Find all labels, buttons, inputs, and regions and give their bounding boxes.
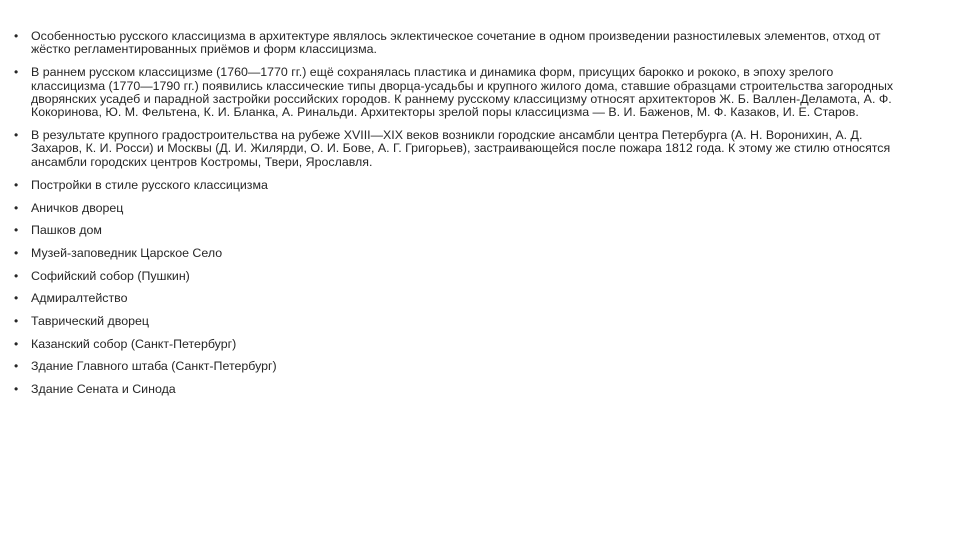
list-item bbox=[14, 224, 894, 237]
list-item-text: Особенностью русского классицизма в архитектуре являлось эклектическое сочетание в одном произведении разностилевых элементов, отход от жёстко регламентированных приёмов и форм классицизма. bbox=[31, 29, 881, 57]
list-item bbox=[14, 202, 894, 215]
list-item-text: Пашков дом bbox=[31, 223, 102, 238]
list-item-text: Здание Сената и Синода bbox=[31, 382, 176, 397]
bullet-icon: • bbox=[14, 200, 19, 215]
list-item bbox=[14, 30, 894, 56]
bullet-icon: • bbox=[14, 313, 19, 328]
list-item bbox=[14, 129, 894, 169]
bullet-icon: • bbox=[14, 382, 19, 397]
list-item bbox=[14, 179, 894, 192]
list-item-text: Казанский собор (Санкт-Петербург) bbox=[31, 336, 237, 351]
list-item-text: Софийский собор (Пушкин) bbox=[31, 268, 190, 283]
bullet-icon: • bbox=[14, 268, 19, 283]
bullet-icon: • bbox=[14, 291, 19, 306]
list-item-text: Постройки в стиле русского классицизма bbox=[31, 177, 268, 192]
list-item-text: Музей-заповедник Царское Село bbox=[31, 245, 223, 260]
bullet-icon: • bbox=[14, 223, 19, 238]
bullet-icon: • bbox=[14, 65, 19, 80]
list-item-text: Здание Главного штаба (Санкт-Петербург) bbox=[31, 359, 277, 374]
list-item bbox=[14, 360, 894, 373]
bullet-icon: • bbox=[14, 29, 19, 43]
list-item bbox=[14, 66, 894, 119]
list-item bbox=[14, 270, 894, 283]
list-item-text: Аничков дворец bbox=[31, 200, 124, 215]
bullet-icon: • bbox=[14, 359, 19, 374]
list-item bbox=[14, 338, 894, 351]
bullet-icon: • bbox=[14, 177, 19, 192]
list-item-text: Адмиралтейство bbox=[31, 291, 128, 306]
list-item-text: Таврический дворец bbox=[31, 313, 149, 328]
list-item bbox=[14, 315, 894, 328]
list-item-text: В результате крупного градостроительства на рубеже XVIII—XIX веков возникли городские ансамбли центра Петербурга (А. Н. Воронихин, А. Д. Захаров, К. И. Росси) и Москвы (Д. И. Жилярди, О. И. Бове, А. Г. Григорьев), застраивающейся после пожара 1812 года. К этому же стилю относятся ансамбли городских центров Костромы, Твери, Ярославля. bbox=[31, 128, 891, 169]
bullet-icon: • bbox=[14, 245, 19, 260]
list-item bbox=[14, 292, 894, 305]
list-item bbox=[14, 383, 894, 396]
list-item-text: В раннем русском классицизме (1760—1770 гг.) ещё сохранялась пластика и динамика форм, присущих барокко и рококо, в эпоху зрелого классицизма (1770—1790 гг.) появились классические типы дворца-усадьбы и крупного жилого дома, ставшие образцами строительства загородных дворянских усадеб и парадной застройки российских городов. К раннему русскому классицизму относят архитекторов Ж. Б. Валлен-Деламота, А. Ф. Кокоринова, Ю. М. Фельтена, К. И. Бланка, А. Ринальди. Архитекторы зрелой поры классицизма — В. И. Баженов, М. Ф. Казаков, И. Е. Старов. bbox=[31, 65, 894, 120]
bullet-icon: • bbox=[14, 336, 19, 351]
bullet-icon: • bbox=[14, 128, 19, 143]
list-item bbox=[14, 247, 894, 260]
bullet-list bbox=[14, 30, 894, 406]
